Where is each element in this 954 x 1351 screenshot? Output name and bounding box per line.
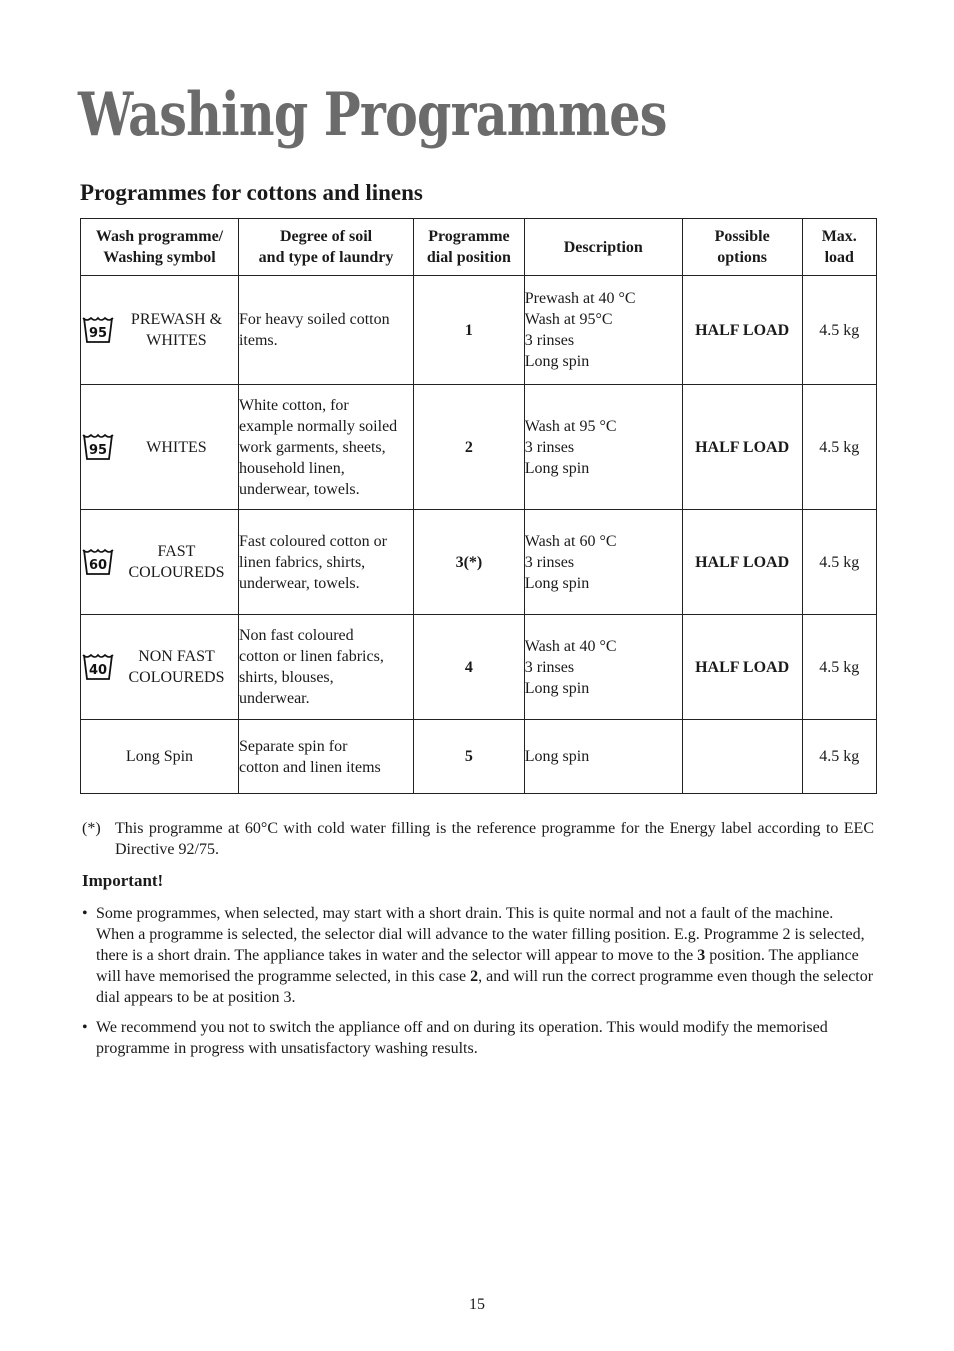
wash-95-icon [81,315,115,345]
description-cell: Wash at 95 °C 3 rinses Long spin [524,385,682,510]
programmes-table [80,218,877,794]
section-title: Programmes for cottons and linens [80,180,423,205]
table-row [81,720,877,794]
dial-position-cell: 5 [414,720,525,794]
svg-text:60: 60 [88,558,108,573]
table-row [81,615,877,720]
soil-cell: For heavy soiled cotton items. [238,276,413,385]
options-cell [682,720,802,794]
description-cell: Wash at 60 °C 3 rinses Long spin [524,510,682,615]
max-load-cell: 4.5 kg [802,385,877,510]
wash-symbol-cell: 40 NON FAST COLOUREDS [81,615,239,720]
wash-symbol-cell: 60 FAST COLOUREDS [81,510,239,615]
max-load-cell: 4.5 kg [802,510,877,615]
important-bullet-1 [82,903,874,1008]
header-description: Description [524,219,682,276]
wash-95-icon [81,432,115,462]
wash-symbol-cell [81,720,239,794]
svg-text:40: 40 [88,663,108,678]
table-row [81,276,877,385]
options-cell: HALF LOAD [682,385,802,510]
bullet-marker: • [82,1019,88,1036]
programme-label: Long Spin [125,748,194,765]
dial-position-cell: 4 [414,615,525,720]
important-heading: Important! [82,871,164,890]
footnote [82,818,874,860]
bullet-text: We recommend you not to switch the appliance off and on during its operation. This would modify the memorised programme in progress with unsatisfactory washing results. [96,1019,828,1057]
svg-text:95: 95 [88,443,108,458]
wash-symbol-cell: 95 PREWASH & WHITES [81,276,239,385]
dial-position-cell: 1 [414,276,525,385]
page-title: Washing Programmes [78,80,667,150]
soil-cell: Separate spin for cotton and linen items [238,720,413,794]
wash-symbol-cell: 95 WHITES [81,385,239,510]
wash-40-icon [81,652,115,682]
options-cell: HALF LOAD [682,276,802,385]
description-cell: Prewash at 40 °C Wash at 95°C 3 rinses Long spin [524,276,682,385]
table-row [81,385,877,510]
header-wash-programme: Wash programme/ Washing symbol [81,219,239,276]
description-cell: Wash at 40 °C 3 rinses Long spin [524,615,682,720]
max-load-cell: 4.5 kg [802,276,877,385]
max-load-cell: 4.5 kg [802,720,877,794]
description-cell: Long spin [524,720,682,794]
dial-position-cell: 2 [414,385,525,510]
footnote-text: This programme at 60°C with cold water filling is the reference programme for the Energy label according to EEC Directive 92/75. [115,820,874,858]
table-row [81,510,877,615]
bullet-marker: • [82,905,88,922]
soil-cell: Non fast coloured cotton or linen fabrics, shirts, blouses, underwear. [238,615,413,720]
soil-cell: White cotton, for example normally soiled work garments, sheets, household linen, underwear, towels. [238,385,413,510]
svg-text:95: 95 [88,326,108,341]
header-possible-options: Possible options [682,219,802,276]
footnote-marker: (*) [82,820,101,837]
page-number: 15 [469,1296,485,1313]
important-bullet-2 [82,1017,874,1059]
options-cell: HALF LOAD [682,615,802,720]
bullet-text: Some programmes, when selected, may start with a short drain. This is quite normal and not a fault of the machine. When a programme is selected, the selector dial will advance to the water filling position. E.g. Programme 2 is selected, there is a short drain. The appliance takes in water and the selector will appear to move to the 3 position. The appliance will have memorised the programme selected, in this case 2, and will run the correct programme even though the selector dial appears to be at position 3. [96,905,874,1006]
max-load-cell: 4.5 kg [802,615,877,720]
table-header-row [81,219,877,276]
soil-cell: Fast coloured cotton or linen fabrics, shirts, underwear, towels. [238,510,413,615]
header-degree-of-soil: Degree of soil and type of laundry [238,219,413,276]
dial-position-cell: 3(*) [414,510,525,615]
wash-60-icon [81,547,115,577]
header-dial-position: Programme dial position [414,219,525,276]
header-max-load: Max. load [802,219,877,276]
options-cell: HALF LOAD [682,510,802,615]
